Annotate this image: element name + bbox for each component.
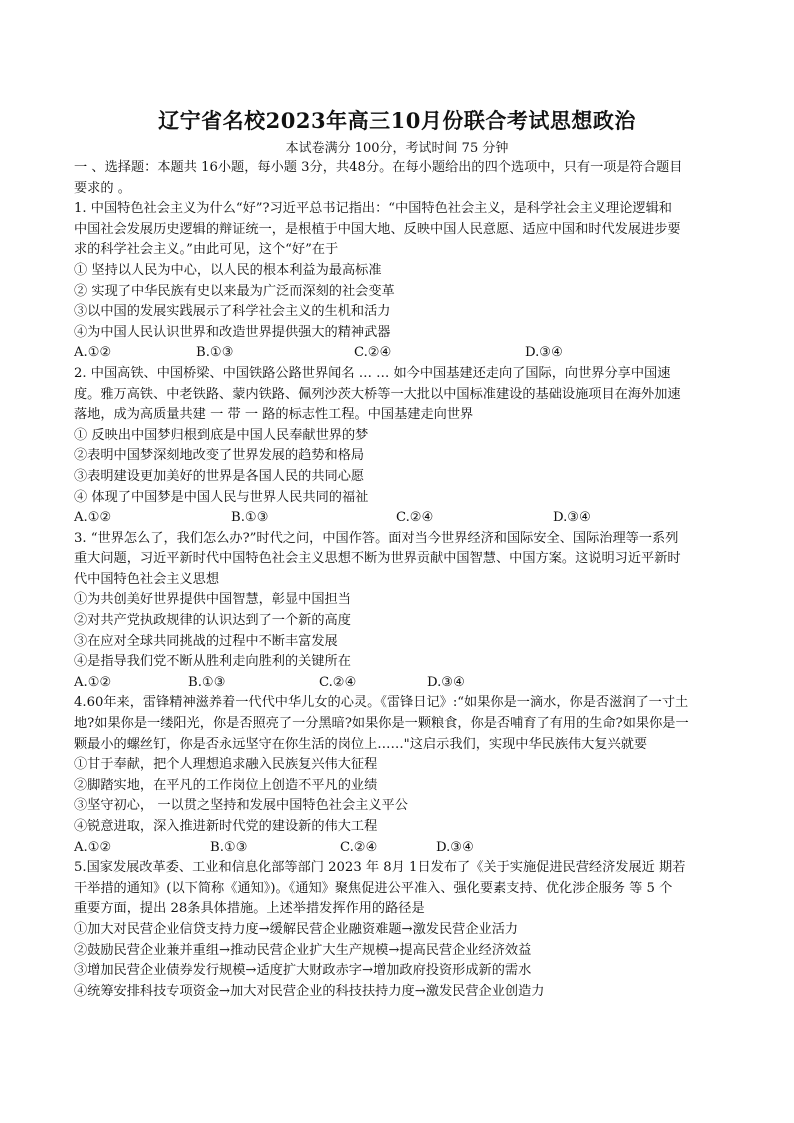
option-c: C.②④ xyxy=(396,510,434,526)
question-stem-line: 3. “世界怎么了，我们怎么办?”时代之问，中国作答。面对当今世界经济和国际安全、国际治理等一系列 xyxy=(74,530,679,546)
option-c: C.②④ xyxy=(340,839,378,855)
question-stem-line: 度。雅万高铁、中老铁路、蒙内铁路、佩列沙茨大桥等一大批以中国标准建设的基础设施项目在海外加速 xyxy=(74,386,681,402)
answer-options xyxy=(74,343,726,364)
option-c: C.②④ xyxy=(354,345,392,361)
question-item: ④统筹安排科技专项资金→加大对民营企业的科技扶持力度→激发民营企业创造力 xyxy=(74,983,545,999)
section-instruction-line: 一 、选择题：本题共 16小题，每小题 3分，共48分。在每小题给出的四个选项中，只有一项是符合题目 xyxy=(74,160,683,175)
option-b: B.①③ xyxy=(188,674,226,690)
question-2 xyxy=(74,364,726,529)
question-item: ③坚守初心， 一以贯之坚持和发展中国特色社会主义平公 xyxy=(74,798,408,814)
exam-subtitle: 本试卷满分 100分，考试时间 75 分钟 xyxy=(285,141,509,156)
question-5 xyxy=(74,858,726,1002)
question-item: ① 反映出中国梦归根到底是中国人民奉献世界的梦 xyxy=(74,427,369,443)
question-item: ③以中国的发展实践展示了科学社会主义的生机和活力 xyxy=(74,304,391,320)
question-stem-line: 代中国特色社会主义思想 xyxy=(74,571,220,587)
question-item: ①甘于奉献，把个人理想追求融入民族复兴伟大征程 xyxy=(74,757,378,773)
question-stem-line: 2. 中国高铁、中国桥梁、中国铁路公路世界闻名 … … 如今中国基建还走向了国际，向世界分享中国速 xyxy=(74,365,671,381)
question-stem-line: 干举措的通知》(以下简称《通知》)。《通知》聚焦促进公平准入、强化要素支持、优化涉企服务 等 5 个 xyxy=(74,880,673,896)
option-b: B.①③ xyxy=(231,510,269,526)
question-item: ④锐意进取，深入推进新时代党的建设新的伟大工程 xyxy=(74,819,378,834)
option-b: B.①③ xyxy=(196,345,234,361)
question-item: ② 实现了中华民族有史以来最为广泛而深刻的社会变革 xyxy=(74,283,395,299)
question-1 xyxy=(74,199,726,364)
option-d: D.③④ xyxy=(553,510,591,526)
question-item: ④是指导我们党不断从胜利走向胜利的关键所在 xyxy=(74,654,351,670)
question-stem-line: 颗最小的螺丝钉，你是否永远坚守在你生活的岗位上……"这启示我们，实现中华民族伟大复兴就要 xyxy=(74,736,648,752)
question-stem-line: 落地，成为高质量共建 一 带 一 路的标志性工程。中国基建走向世界 xyxy=(74,407,474,423)
question-stem-line: 求的科学社会主义。”由此可见，这个“好”在于 xyxy=(74,242,339,258)
exam-title: 辽宁省名校2023年高三10月份联合考试思想政治 xyxy=(158,108,636,133)
question-item: ①为共创美好世界提供中国智慧，彰显中国担当 xyxy=(74,592,351,608)
question-item: ②鼓励民营企业兼并重组→推动民营企业扩大生产规模→提高民营企业经济效益 xyxy=(74,942,532,958)
question-item: ① 坚持以人民为中心，以人民的根本利益为最高标准 xyxy=(74,262,382,278)
answer-options xyxy=(74,838,726,859)
question-item: ③在应对全球共同挑战的过程中不断丰富发展 xyxy=(74,633,338,649)
question-stem-line: 5.国家发展改革委、工业和信息化部等部门 2023 年 8月 1日发布了《关于实施促进民营经济发展近 期若 xyxy=(74,860,686,876)
option-d: D.③④ xyxy=(427,674,465,690)
option-d: D.③④ xyxy=(525,345,563,361)
question-4 xyxy=(74,693,726,858)
question-item: ④ 体现了中国梦是中国人民与世界人民共同的福祉 xyxy=(74,489,369,505)
option-a: A.①② xyxy=(74,345,112,361)
question-item: ③表明建设更加美好的世界是各国人民的共同心愿 xyxy=(74,468,365,484)
question-stem-line: 中国社会发展历史逻辑的辩证统一，是根植于中国大地、反映中国人民意愿、适应中国和时代发展进步要 xyxy=(74,221,681,237)
option-a: A.①② xyxy=(74,674,112,690)
exam-content xyxy=(74,158,726,1002)
question-stem-line: 1. 中国特色社会主义为什么“好”?习近平总书记指出：“中国特色社会主义，是科学社会主义理论逻辑和 xyxy=(74,201,672,217)
option-a: A.①② xyxy=(74,839,112,855)
option-d: D.③④ xyxy=(436,839,474,855)
section-instruction-line: 要求的 。 xyxy=(74,180,131,196)
option-c: C.②④ xyxy=(319,674,357,690)
question-item: ②脚踏实地，在平凡的工作岗位上创造不平凡的业绩 xyxy=(74,777,378,793)
question-item: ④为中国人民认识世界和改造世界提供强大的精神武器 xyxy=(74,324,391,340)
question-item: ②表明中国梦深刻地改变了世界发展的趋势和格局 xyxy=(74,448,365,464)
question-3 xyxy=(74,529,726,694)
question-stem-line: 重要方面，提出 28条具体措施。上述举措发挥作用的路径是 xyxy=(74,901,425,917)
answer-options xyxy=(74,673,726,694)
answer-options xyxy=(74,508,726,529)
question-stem-line: 4.60年来，雷锋精神滋养着一代代中华儿女的心灵。《雷锋日记》:“如果你是一滴水，你是否滋润了一寸土 xyxy=(74,695,689,711)
question-item: ②对共产党执政规律的认识达到了一个新的高度 xyxy=(74,613,351,629)
question-stem-line: 重大问题，习近平新时代中国特色社会主义思想不断为世界贡献中国智慧、中国方案。这说明习近平新时 xyxy=(74,551,681,567)
option-b: B.①③ xyxy=(210,839,248,855)
option-a: A.①② xyxy=(74,510,112,526)
question-stem-line: 地?如果你是一缕阳光，你是否照亮了一分黑暗?如果你是一颗粮食，你是否哺育了有用的生命?如果你是一 xyxy=(74,716,689,732)
question-item: ①加大对民营企业信贷支持力度→缓解民营企业融资难题→激发民营企业活力 xyxy=(74,921,519,937)
question-item: ③增加民营企业债券发行规模→适度扩大财政赤字→增加政府投资形成新的需水 xyxy=(74,963,532,979)
